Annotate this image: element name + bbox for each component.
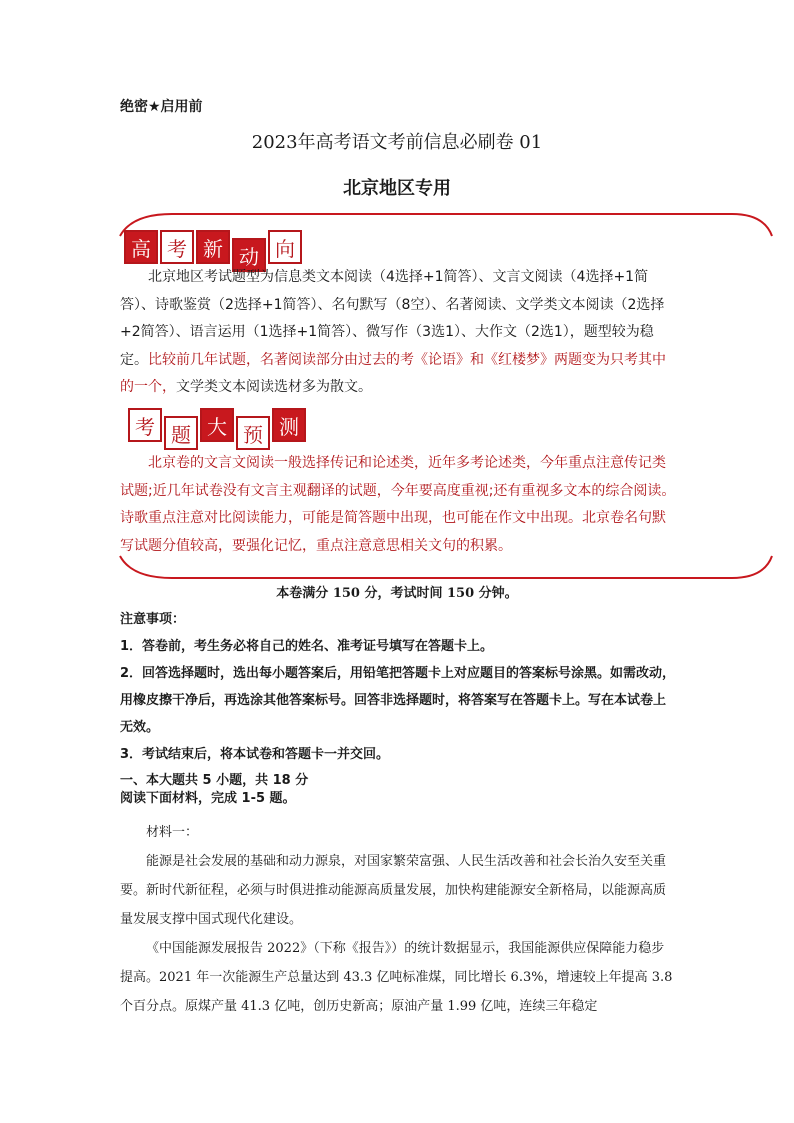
material-block: [120, 818, 676, 1021]
material-label: 材料一：: [146, 825, 199, 840]
section-header: [120, 772, 308, 808]
trend-text: 北京地区考试题型为信息类文本阅读（4选择+1简答）、文言文阅读（4选择+1简答）、诗歌鉴赏（2选择+1简答）、名句默写（8空）、名著阅读、文学类文本阅读（2选择+2简答）、语言运用（1选择+1简答）、微写作（3选1）、大作文（2选1），题型较为稳定。: [120, 269, 665, 368]
notes-section: [120, 606, 676, 768]
trend-paragraph: [120, 264, 676, 402]
section-title: 一、本大题共 5 小题，共 18 分: [120, 773, 309, 788]
trend-badge: 新: [196, 230, 230, 264]
forecast-badge: 题: [164, 416, 198, 450]
page-title: 2023年高考语文考前信息必刷卷 01: [251, 132, 543, 153]
confidential-label: 绝密★启用前: [120, 99, 203, 115]
trend-text-highlight: 比较前几年试题，名著阅读部分由过去的考《论语》和《红楼梦》两题变为只考其中的一个，: [120, 351, 666, 395]
trend-text-end: 文学类文本阅读选材多为散文。: [176, 379, 372, 395]
material-paragraph: 《中国能源发展报告 2022》（下称《报告》）的统计数据显示，我国能源供应保障能力稳步提高。2021 年一次能源生产总量达到 43.3 亿吨标准煤，同比增长 6.3%，增速较上年提高 3.8 个百分点。原煤产量 41.3 亿吨，创历史新高；原油产量 1.99 亿吨，连续三年稳定: [120, 941, 673, 1014]
page-subtitle: 北京地区专用: [343, 178, 451, 199]
exam-info: 本卷满分 150 分，考试时间 150 分钟。: [276, 586, 518, 601]
forecast-badge-row: [128, 408, 306, 450]
material-paragraph: 能源是社会发展的基础和动力源泉，对国家繁荣富强、人民生活改善和社会长治久安至关重要。新时代新征程，必须与时俱进推动能源高质量发展，加快构建能源安全新格局，以能源高质量发展支撑中国式现代化建设。: [120, 854, 667, 927]
trend-badge: 动: [232, 238, 266, 272]
section-instruction: 阅读下面材料，完成 1-5 题。: [120, 791, 296, 806]
forecast-badge: 测: [272, 408, 306, 442]
notes-heading: 注意事项：: [120, 612, 186, 627]
notes-item: 1．答卷前，考生务必将自己的姓名、准考证号填写在答题卡上。: [120, 639, 494, 654]
notes-item: 3．考试结束后，将本试卷和答题卡一并交回。: [120, 747, 390, 762]
forecast-paragraph: 北京卷的文言文阅读一般选择传记和论述类，近年多考论述类，今年重点注意传记类试题;近几年试卷没有文言主观翻译的试题，今年要高度重视;还有重视多文本的综合阅读。诗歌重点注意对比阅读能力，可能是简答题中出现，也可能在作文中出现。北京卷名句默写试题分值较高，要强化记忆，重点注意意思相关文句的积累。: [120, 455, 676, 554]
trend-badge: 高: [124, 230, 158, 264]
trend-badge: 考: [160, 230, 194, 264]
trend-badge: 向: [268, 230, 302, 264]
forecast-badge: 预: [236, 416, 270, 450]
forecast-badge: 考: [128, 408, 162, 442]
forecast-badge: 大: [200, 408, 234, 442]
notes-item: 2．回答选择题时，选出每小题答案后，用铅笔把答题卡上对应题目的答案标号涂黑。如需改动，用橡皮擦干净后，再选涂其他答案标号。回答非选择题时，将答案写在答题卡上。写在本试卷上无效。: [120, 666, 676, 735]
